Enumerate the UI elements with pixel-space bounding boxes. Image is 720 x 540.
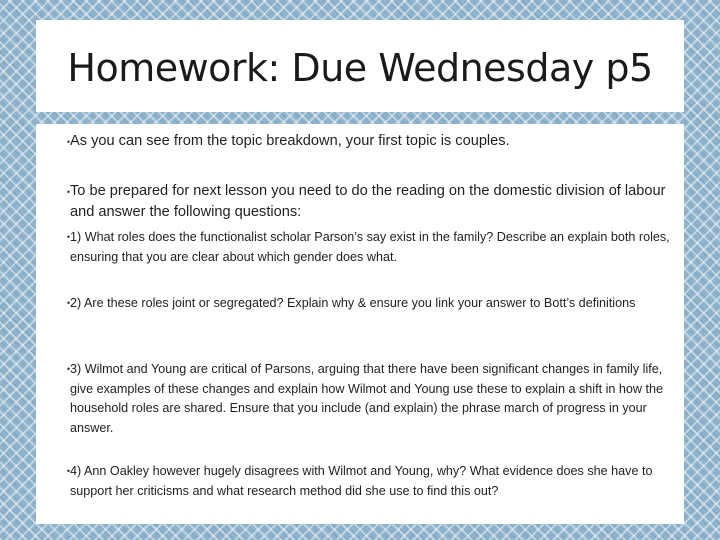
bullet-glyph: • [66,232,70,242]
title-panel [36,20,684,112]
content-panel [36,124,684,524]
bullet-glyph: • [66,466,70,476]
bullet-text: To be prepared for next lesson you need to do the reading on the domestic division of labour and answer the following questions: [70,183,666,220]
bullet-text: 1) What roles does the functionalist scholar Parson’s say exist in the family? Describe an explain both roles, ensuring that you are clear about which gender does what. [70,230,670,264]
slide-title: Homework: Due Wednesday p5 [67,46,653,90]
bullet-glyph: • [66,298,70,308]
bullet-text: 2) Are these roles joint or segregated? Explain why & ensure you link your answer to Bott’s definitions [70,296,636,310]
bullet-text: 3) Wilmot and Young are critical of Parsons, arguing that there have been significant changes in family life, give examples of these changes and explain how Wilmot and Young use these to explain a shift in how the household roles are shared. Ensure that you include (and explain) the phrase march of progress in your answer. [70,362,663,435]
bullet-glyph: • [66,137,70,147]
bullet-text: 4) Ann Oakley however hugely disagrees with Wilmot and Young, why? What evidence does she have to support her criticisms and what research method did she use to find this out? [70,464,653,498]
bullet-glyph: • [66,187,70,197]
bullet-text: As you can see from the topic breakdown, your first topic is couples. [70,133,510,149]
bullet-glyph: • [66,364,70,374]
